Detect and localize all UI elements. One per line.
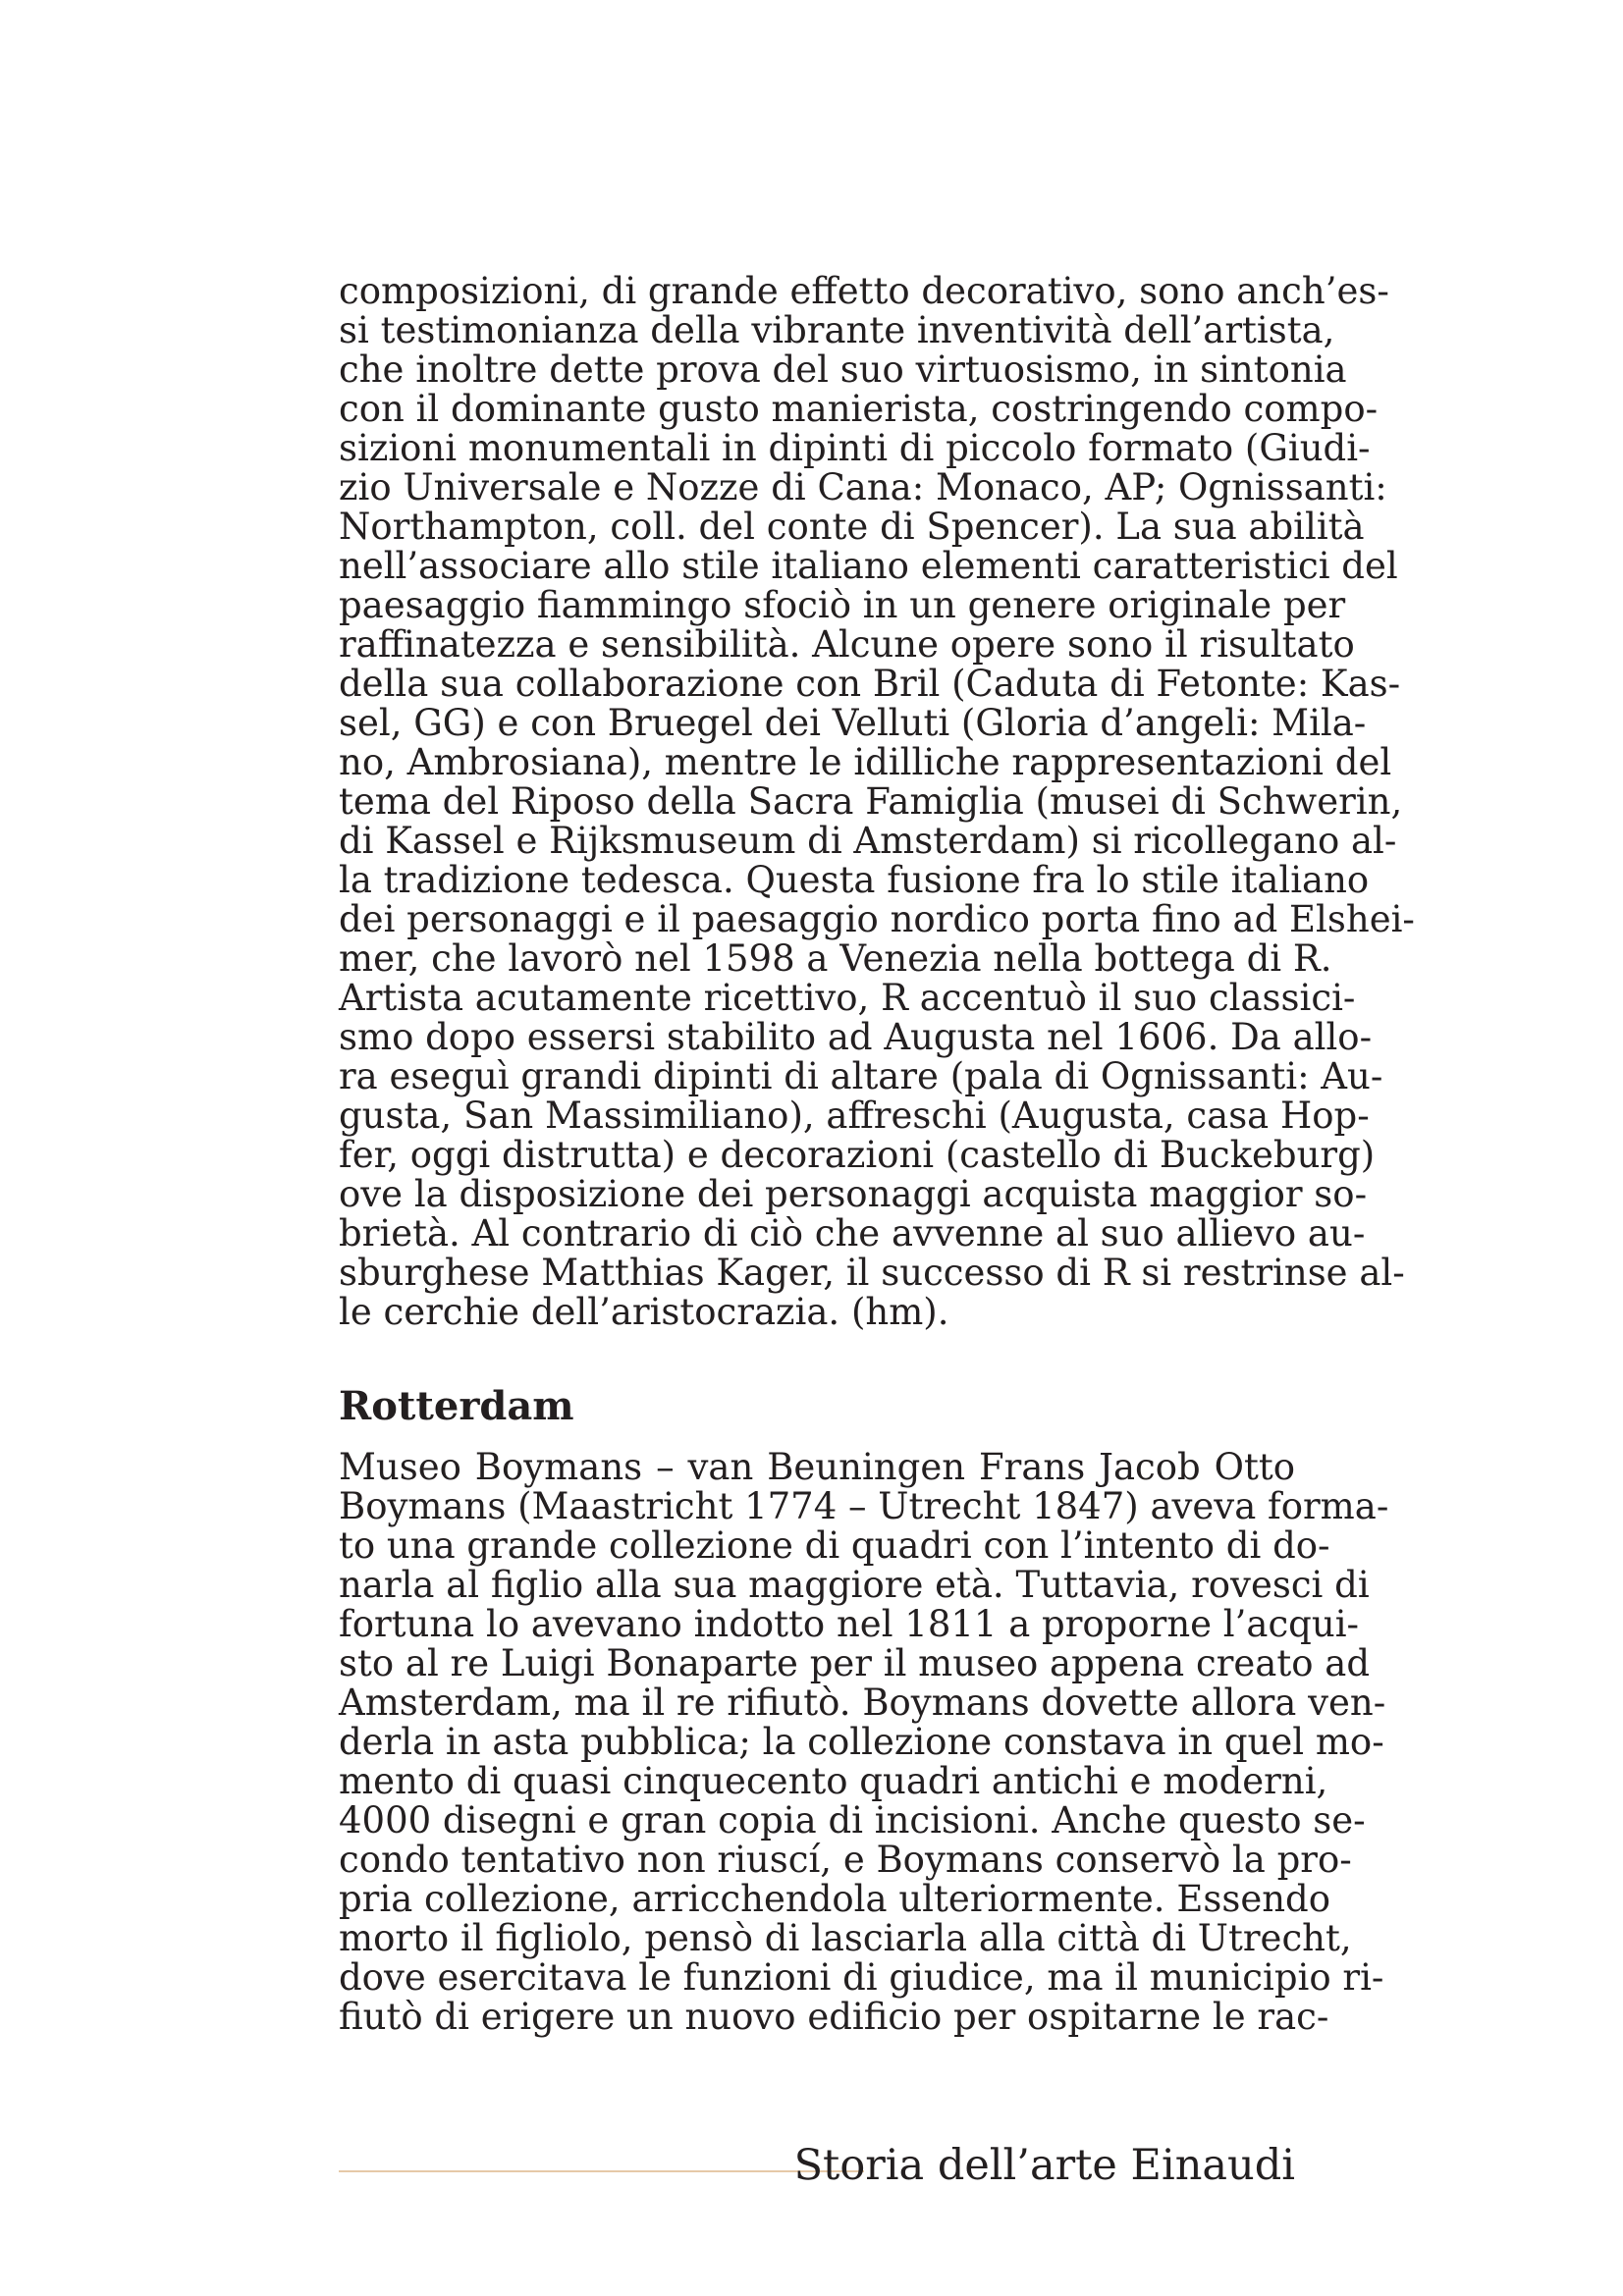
text-line: fortuna lo avevano indotto nel 1811 a proporne l’acqui-: [339, 1603, 1360, 1645]
text-line: narla al figlio alla sua maggiore età. Tuttavia, rovesci di: [339, 1564, 1370, 1606]
text-line: di Kassel e Rijksmuseum di Amsterdam) si ricollegano al-: [339, 820, 1397, 862]
text-line: che inoltre dette prova del suo virtuosismo, in sintonia: [339, 348, 1347, 391]
text-line: sel, GG) e con Bruegel dei Velluti (Gloria d’angeli: Mila-: [339, 702, 1367, 744]
text-line: Amsterdam, ma il re rifiutò. Boymans dovette allora ven-: [339, 1682, 1386, 1724]
text-line: fer, oggi distrutta) e decorazioni (castello di Buckeburg): [339, 1134, 1376, 1176]
text-line: nell’associare allo stile italiano elementi caratteristici del: [339, 545, 1398, 587]
text-line: 4000 disegni e gran copia di incisioni. Anche questo se-: [339, 1799, 1366, 1842]
text-line: tema del Riposo della Sacra Famiglia (musei di Schwerin,: [339, 780, 1403, 823]
text-line: ove la disposizione dei personaggi acquista maggior so-: [339, 1173, 1368, 1215]
text-line: condo tentativo non riuscí, e Boymans conservò la pro-: [339, 1839, 1352, 1881]
text-line: fiutò di erigere un nuovo edificio per ospitarne le rac-: [339, 1996, 1329, 2038]
text-line: dove esercitava le funzioni di giudice, ma il municipio ri-: [339, 1956, 1384, 1999]
paragraph-1: [339, 270, 1415, 1333]
footer-divider: [339, 2170, 864, 2172]
text-line: si testimonianza della vibrante inventività dell’artista,: [339, 309, 1335, 351]
text-line: dei personaggi e il paesaggio nordico porta fino ad Elshei-: [339, 898, 1415, 940]
text-line: to una grande collezione di quadri con l’intento di do-: [339, 1524, 1330, 1567]
text-line: smo dopo essersi stabilito ad Augusta nel 1606. Da allo-: [339, 1016, 1373, 1058]
text-line: sto al re Luigi Bonaparte per il museo appena creato ad: [339, 1642, 1371, 1684]
text-line: con il dominante gusto manierista, costringendo compo-: [339, 388, 1379, 430]
text-line: derla in asta pubblica; la collezione constava in quel mo-: [339, 1721, 1384, 1763]
text-line: ra eseguì grandi dipinti di altare (pala di Ognissanti: Au-: [339, 1055, 1383, 1097]
text-line: sizioni monumentali in dipinti di piccolo formato (Giudi-: [339, 427, 1371, 469]
text-line: Boymans (Maastricht 1774 – Utrecht 1847) aveva forma-: [339, 1485, 1389, 1527]
text-line: brietà. Al contrario di ciò che avvenne al suo allievo au-: [339, 1212, 1366, 1255]
text-line: Museo Boymans – van Beuningen Frans Jacob Otto: [339, 1446, 1295, 1488]
text-line: composizioni, di grande effetto decorativo, sono anch’es-: [339, 270, 1389, 312]
text-line: morto il figliolo, pensò di lasciarla alla città di Utrecht,: [339, 1917, 1352, 1959]
text-line: mento di quasi cinquecento quadri antichi e moderni,: [339, 1760, 1328, 1802]
text-line: la tradizione tedesca. Questa fusione fra lo stile italiano: [339, 859, 1370, 901]
text-line: della sua collaborazione con Bril (Caduta di Fetonte: Kas-: [339, 663, 1401, 705]
paragraph-2: [339, 1446, 1389, 2038]
text-line: mer, che lavorò nel 1598 a Venezia nella bottega di R.: [339, 937, 1332, 980]
text-line: paesaggio fiammingo sfociò in un genere originale per: [339, 584, 1346, 626]
text-line: le cerchie dell’aristocrazia. (hm).: [339, 1291, 949, 1333]
text-line: raffinatezza e sensibilità. Alcune opere sono il risultato: [339, 623, 1355, 666]
text-line: Northampton, coll. del conte di Spencer). La sua abilità: [339, 506, 1365, 548]
text-line: no, Ambrosiana), mentre le idilliche rappresentazioni del: [339, 741, 1392, 783]
text-line: pria collezione, arricchendola ulteriormente. Essendo: [339, 1878, 1331, 1920]
text-line: gusta, San Massimiliano), affreschi (Augusta, casa Hop-: [339, 1095, 1370, 1137]
text-line: sburghese Matthias Kager, il successo di R si restrinse al-: [339, 1252, 1405, 1294]
footer-title: Storia dell’arte Einaudi: [793, 2141, 1295, 2190]
text-line: zio Universale e Nozze di Cana: Monaco, AP; Ognissanti:: [339, 466, 1387, 508]
text-line: Artista acutamente ricettivo, R accentuò il suo classici-: [339, 977, 1356, 1019]
section-heading: Rotterdam: [339, 1383, 574, 1429]
